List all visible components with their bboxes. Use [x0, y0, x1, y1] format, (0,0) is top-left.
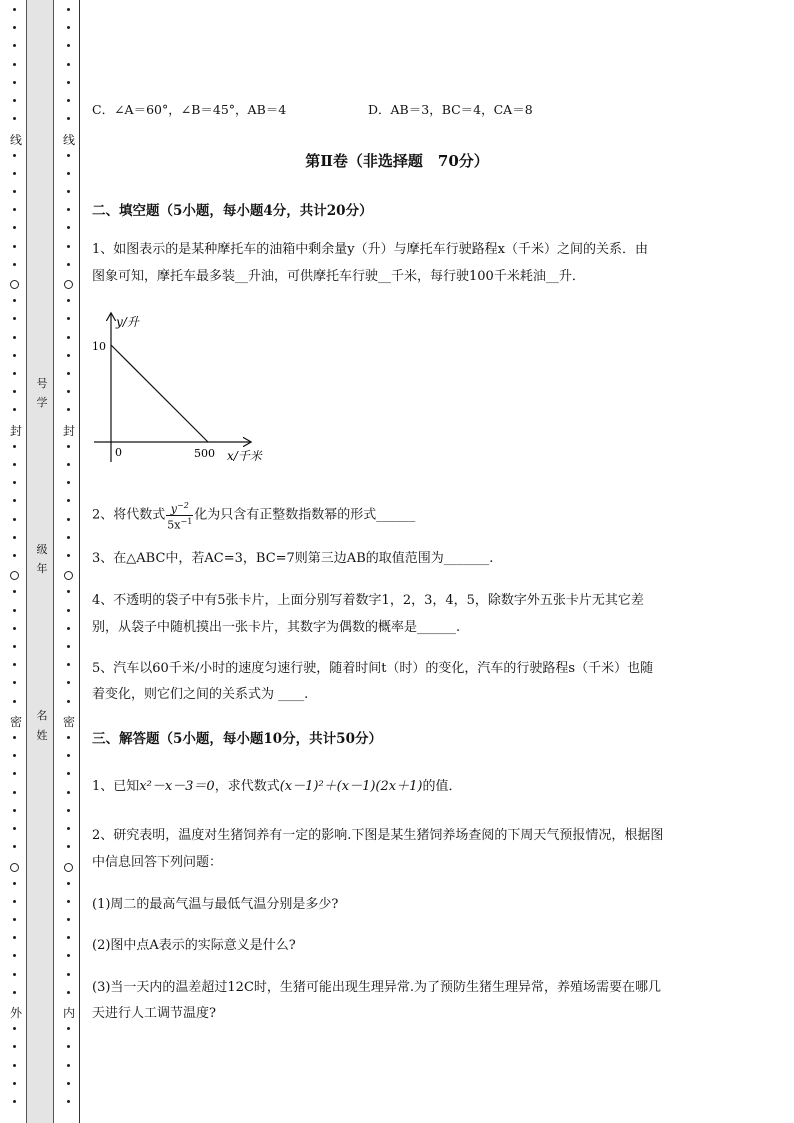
field-label-grade-2: 年 [36, 562, 48, 575]
binding-dot [67, 736, 70, 739]
binding-dot [13, 809, 16, 812]
s2-q5-line1: 5、汽车以60千米/小时的速度匀速行驶，随着时间t（时）的变化，汽车的行驶路程s（千米）也随 [92, 661, 654, 676]
binding-dot [13, 827, 16, 830]
binding-circle [64, 863, 73, 872]
binding-circle [10, 863, 19, 872]
binding-dot [13, 627, 16, 630]
section2-title: 二、填空题（5小题，每小题4分，共计20分） [92, 203, 373, 219]
binding-dot [67, 645, 70, 648]
binding-dot [67, 63, 70, 66]
binding-dot [67, 791, 70, 794]
binding-dot [67, 190, 70, 193]
binding-dot [13, 536, 16, 539]
binding-dot [67, 1045, 70, 1048]
binding-dot [13, 1064, 16, 1067]
outer-label-wai: 外 [9, 1006, 22, 1020]
binding-dot [67, 372, 70, 375]
binding-dot [67, 554, 70, 557]
binding-dot [67, 445, 70, 448]
binding-dot [67, 1064, 70, 1067]
binding-dot [13, 299, 16, 302]
binding-dot [67, 245, 70, 248]
binding-circle [10, 571, 19, 580]
binding-dot [67, 8, 70, 11]
y-tick-10: 10 [92, 340, 106, 353]
binding-dot [13, 190, 16, 193]
binding-dot [67, 1082, 70, 1085]
binding-dot [13, 245, 16, 248]
binding-dot [13, 700, 16, 703]
binding-dot [13, 1027, 16, 1030]
x-tick-500: 500 [194, 447, 215, 460]
binding-dot [13, 208, 16, 211]
s3-q1-condition: x²－x－3＝0 [139, 779, 215, 794]
binding-dot [13, 554, 16, 557]
binding-dot [67, 936, 70, 939]
binding-dot [13, 63, 16, 66]
binding-dot [13, 882, 16, 885]
binding-dot [13, 973, 16, 976]
binding-dot [13, 372, 16, 375]
binding-dot [13, 590, 16, 593]
binding-dot [67, 700, 70, 703]
binding-dot [13, 117, 16, 120]
binding-dot [13, 991, 16, 994]
binding-dot [67, 263, 70, 266]
s3-q1-mid: ，求代数式 [214, 779, 280, 794]
binding-dot [13, 845, 16, 848]
binding-dot [67, 845, 70, 848]
binding-dot [67, 772, 70, 775]
binding-dot [13, 936, 16, 939]
binding-dot [13, 354, 16, 357]
binding-dot [67, 208, 70, 211]
origin-label: 0 [115, 446, 122, 459]
y-axis-label: y/升 [116, 315, 139, 329]
option-d: D．AB＝3，BC＝4，CA＝8 [368, 102, 533, 117]
binding-dot [13, 445, 16, 448]
binding-dot [13, 681, 16, 684]
binding-dot [67, 1027, 70, 1030]
binding-dot [67, 973, 70, 976]
binding-dot [67, 26, 70, 29]
binding-dot [13, 481, 16, 484]
binding-dot [13, 609, 16, 612]
binding-dot [13, 918, 16, 921]
binding-dot [13, 408, 16, 411]
binding-dot [13, 663, 16, 666]
s2-q3: 3、在△ABC中，若AC=3，BC=7则第三边AB的取值范围为_______. [92, 551, 494, 566]
s2-q2-suffix: 化为只含有正整数指数幂的形式______ [194, 507, 416, 523]
binding-dot [67, 44, 70, 47]
field-label-grade-1: 级 [36, 543, 48, 556]
outer-label-mi: 密 [9, 715, 22, 729]
s3-q1-expression: (x－1)²＋(x－1)(2x＋1) [279, 779, 423, 794]
part2-heading: 第Ⅱ卷（非选择题 70分） [305, 152, 489, 170]
fraction-expression: $\frac{y^{-2}}{5x^{-1}}$ [167, 501, 193, 532]
binding-dot [67, 172, 70, 175]
inner-label-feng: 封 [62, 424, 75, 438]
binding-dot [13, 390, 16, 393]
s2-q2 [92, 500, 415, 530]
field-label-name-1: 名 [36, 709, 48, 722]
inner-label-xian: 线 [62, 133, 75, 147]
binding-dot [67, 663, 70, 666]
s2-q4-line2: 别，从袋子中随机摸出一张卡片，其数字为偶数的概率是______. [92, 620, 461, 635]
binding-dot [67, 390, 70, 393]
binding-dot [67, 590, 70, 593]
s2-q1-line1: 1、如图表示的是某种摩托车的油箱中剩余量y（升）与摩托车行驶路程x（千米）之间的关系．由 [92, 242, 648, 257]
binding-circle [64, 571, 73, 580]
binding-dot [67, 900, 70, 903]
binding-dot [13, 754, 16, 757]
binding-dot [13, 44, 16, 47]
binding-dot [13, 336, 16, 339]
binding-dot [67, 463, 70, 466]
s3-q2-sub2: (2)图中点A表示的实际意义是什么? [92, 938, 296, 953]
binding-dot [67, 918, 70, 921]
s2-q4-line1: 4、不透明的袋子中有5张卡片，上面分别写着数字1，2，3，4，5，除数字外五张卡片无其它差 [92, 593, 644, 608]
binding-dot [13, 263, 16, 266]
binding-dot [67, 954, 70, 957]
binding-dot [67, 627, 70, 630]
binding-dot [13, 791, 16, 794]
binding-dot [67, 991, 70, 994]
binding-dot [67, 809, 70, 812]
binding-dot [67, 1100, 70, 1103]
s2-q2-prefix: 2、将代数式 [92, 507, 166, 523]
binding-circle [64, 280, 73, 289]
binding-dot [13, 518, 16, 521]
section3-title: 三、解答题（5小题，每小题10分，共计50分） [92, 731, 382, 747]
fuel-line [111, 345, 208, 442]
binding-dot [67, 518, 70, 521]
binding-dot [13, 499, 16, 502]
s3-q2-line2: 中信息回答下列问题： [92, 855, 223, 870]
binding-dot [13, 900, 16, 903]
binding-dot [13, 1082, 16, 1085]
fuel-graph [90, 310, 280, 470]
s2-q5-line2: 着变化，则它们之间的关系式为 ____. [92, 687, 309, 702]
s3-q1-suffix: 的值． [422, 779, 462, 794]
inner-label-nei: 内 [62, 1006, 75, 1020]
outer-label-feng: 封 [9, 424, 22, 438]
option-c: C．∠A＝60°，∠B＝45°，AB＝4 [92, 102, 287, 117]
binding-dot [13, 99, 16, 102]
binding-dot [67, 336, 70, 339]
binding-dot [67, 99, 70, 102]
outer-label-xian: 线 [9, 133, 22, 147]
binding-dot [13, 463, 16, 466]
binding-dot [67, 499, 70, 502]
binding-dot [67, 408, 70, 411]
binding-dot [13, 226, 16, 229]
binding-dot [67, 81, 70, 84]
binding-dot [13, 1045, 16, 1048]
field-label-student-id-2: 学 [36, 396, 48, 409]
binding-dot [67, 226, 70, 229]
binding-dot [13, 1100, 16, 1103]
s3-q2-line1: 2、研究表明，温度对生猪饲养有一定的影响.下图是某生猪饲养场查阅的下周天气预报情况，根据图 [92, 828, 664, 843]
binding-dot [67, 117, 70, 120]
binding-dot [67, 882, 70, 885]
s3-q2-sub1: (1)周二的最高气温与最低气温分别是多少? [92, 897, 339, 912]
s3-q1-prefix: 1、已知 [92, 779, 140, 794]
field-label-name-2: 姓 [36, 729, 48, 742]
binding-circle [10, 280, 19, 289]
field-label-student-id-1: 号 [36, 377, 48, 390]
binding-dot [67, 536, 70, 539]
binding-dot [13, 954, 16, 957]
binding-dot [13, 8, 16, 11]
binding-dot [13, 772, 16, 775]
binding-dot [67, 481, 70, 484]
binding-dot [13, 81, 16, 84]
inner-label-mi: 密 [62, 715, 75, 729]
binding-dot [13, 317, 16, 320]
s3-q1 [92, 778, 461, 796]
s3-q2-sub3-line2: 天进行人工调节温度? [92, 1006, 216, 1021]
binding-dot [67, 317, 70, 320]
binding-dot [67, 609, 70, 612]
binding-dot [13, 26, 16, 29]
binding-dot [67, 681, 70, 684]
binding-dot [13, 736, 16, 739]
binding-dot [67, 754, 70, 757]
binding-dot [67, 299, 70, 302]
s2-q1-line2: 图象可知，摩托车最多装__升油，可供摩托车行驶__千米，每行驶100千米耗油__升． [92, 269, 585, 284]
binding-dot [67, 827, 70, 830]
s3-q2-sub3-line1: (3)当一天内的温差超过12C时，生猪可能出现生理异常.为了预防生猪生理异常，养殖场需要在哪几 [92, 980, 662, 995]
binding-dot [13, 645, 16, 648]
binding-dot [13, 172, 16, 175]
binding-dot [67, 354, 70, 357]
x-axis-label: x/千米 [227, 449, 262, 463]
